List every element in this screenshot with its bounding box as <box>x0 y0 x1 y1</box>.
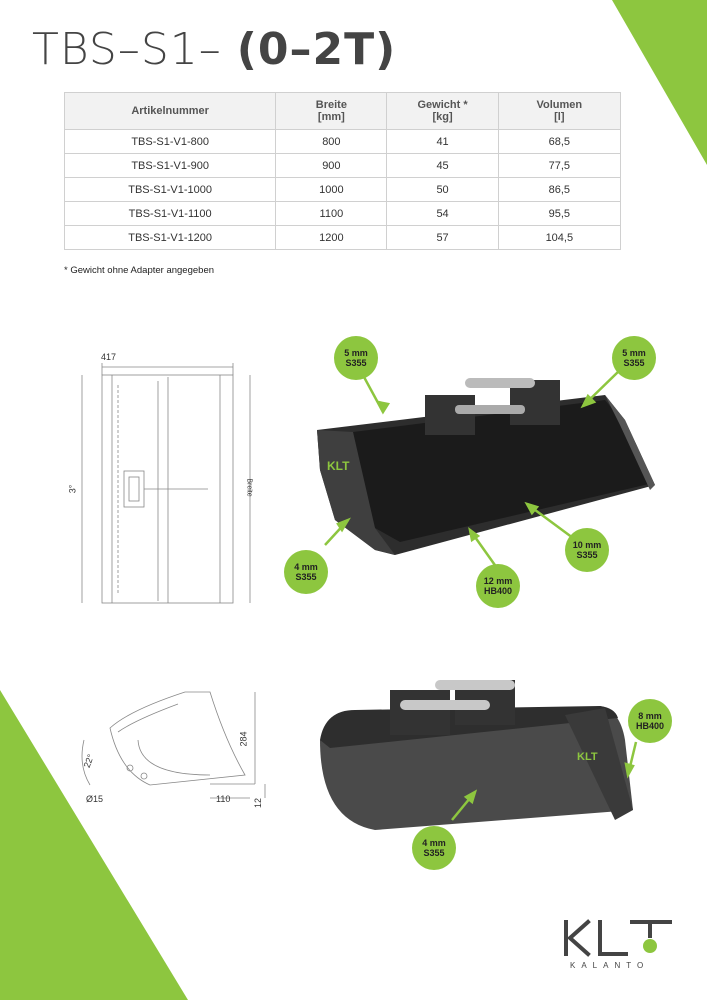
table-row: TBS-S1-V1-1200 1200 57 104,5 <box>65 226 621 250</box>
table-row: TBS-S1-V1-1000 1000 50 86,5 <box>65 178 621 202</box>
title-main: TBS–S1– <box>32 24 237 75</box>
svg-text:KLT: KLT <box>327 459 350 473</box>
callout-badge: 4 mm S355 <box>284 550 328 594</box>
logo-subtitle: KALANTO <box>570 961 650 970</box>
table-row: TBS-S1-V1-1100 1100 54 95,5 <box>65 202 621 226</box>
header-gewicht: Gewicht * [kg] <box>387 93 498 130</box>
callout-badge: 10 mm S355 <box>565 528 609 572</box>
title-bold: (0–2T) <box>236 24 397 75</box>
table-row: TBS-S1-V1-900 900 45 77,5 <box>65 154 621 178</box>
width-label: 417 <box>101 352 117 362</box>
header-artikelnummer: Artikelnummer <box>65 93 276 130</box>
height-label: 284 <box>238 731 249 747</box>
side-label: Breite <box>245 478 253 497</box>
angle-label-top: 3° <box>67 484 78 494</box>
angle-label-side: 22° <box>81 752 96 770</box>
callout-badge: 4 mm S355 <box>412 826 456 870</box>
base-label: 110 <box>216 794 231 804</box>
lip-label: 12 <box>253 797 264 809</box>
footnote: * Gewicht ohne Adapter angegeben <box>64 265 215 276</box>
hole-label: Ø15 <box>86 794 104 804</box>
callout-badge: 8 mm HB400 <box>628 699 672 743</box>
callout-badge: 5 mm S355 <box>334 336 378 380</box>
svg-text:KLT: KLT <box>577 751 598 763</box>
callout-badge: 5 mm S355 <box>612 336 656 380</box>
header-volumen: Volumen [l] <box>498 93 620 130</box>
header-breite: Breite [mm] <box>276 93 387 130</box>
callout-badge: 12 mm HB400 <box>476 564 520 608</box>
table-row: TBS-S1-V1-800 800 41 68,5 <box>65 130 621 154</box>
kalanto-logo <box>560 916 676 960</box>
